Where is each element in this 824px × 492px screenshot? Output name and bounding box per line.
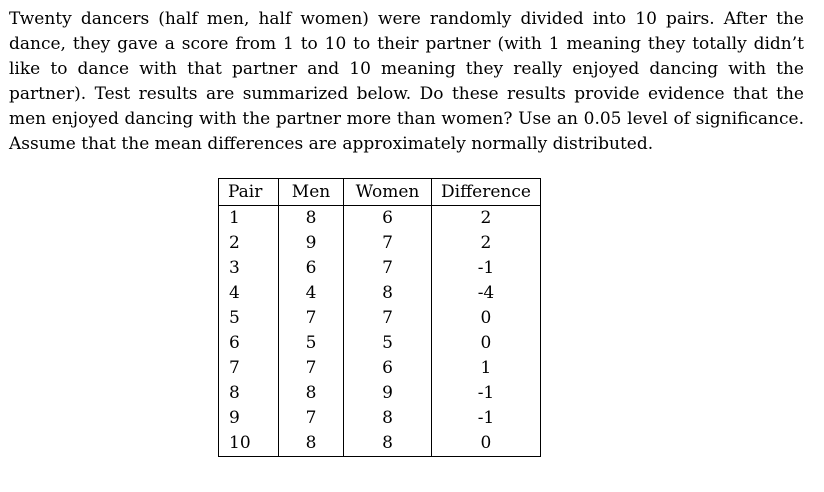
cell-difference: -4 xyxy=(432,281,541,306)
cell-men: 7 xyxy=(279,356,344,381)
cell-men: 6 xyxy=(279,256,344,281)
cell-women: 5 xyxy=(344,331,432,356)
problem-statement: Twenty dancers (half men, half women) were randomly divided into 10 pairs. After the dance, they gave a score from 1 to 10 to their partner (with 1 meaning they totally didn’t like to dance with that partner and 10 meaning they really enjoyed dancing with the partner). Test results are summarized below. Do these results provide evidence that the men enjoyed dancing with the partner more than women? Use an 0.05 level of significance. Assume that the mean differences are approximately normally distributed. xyxy=(9,9,804,154)
table-row xyxy=(219,381,541,406)
cell-men: 5 xyxy=(279,331,344,356)
cell-women: 8 xyxy=(344,281,432,306)
table-row xyxy=(219,231,541,256)
cell-pair: 4 xyxy=(219,281,279,306)
table-row xyxy=(219,406,541,431)
cell-difference: -1 xyxy=(432,256,541,281)
cell-difference: -1 xyxy=(432,381,541,406)
table-row xyxy=(219,206,541,232)
cell-women: 8 xyxy=(344,431,432,457)
cell-men: 7 xyxy=(279,306,344,331)
cell-women: 7 xyxy=(344,231,432,256)
cell-pair: 2 xyxy=(219,231,279,256)
header-women: Women xyxy=(344,179,432,206)
cell-women: 6 xyxy=(344,206,432,232)
cell-men: 7 xyxy=(279,406,344,431)
header-men: Men xyxy=(279,179,344,206)
table-row xyxy=(219,306,541,331)
table-row xyxy=(219,281,541,306)
table-row xyxy=(219,331,541,356)
table-header-row xyxy=(219,179,541,206)
cell-pair: 6 xyxy=(219,331,279,356)
cell-men: 4 xyxy=(279,281,344,306)
header-difference: Difference xyxy=(432,179,541,206)
cell-pair: 1 xyxy=(219,206,279,232)
cell-women: 8 xyxy=(344,406,432,431)
cell-men: 8 xyxy=(279,206,344,232)
cell-men: 8 xyxy=(279,381,344,406)
cell-difference: 2 xyxy=(432,231,541,256)
table-row xyxy=(219,256,541,281)
cell-women: 9 xyxy=(344,381,432,406)
cell-men: 8 xyxy=(279,431,344,457)
cell-difference: 0 xyxy=(432,306,541,331)
cell-pair: 3 xyxy=(219,256,279,281)
table-row xyxy=(219,356,541,381)
table-row xyxy=(219,431,541,457)
cell-pair: 10 xyxy=(219,431,279,457)
cell-difference: -1 xyxy=(432,406,541,431)
cell-difference: 2 xyxy=(432,206,541,232)
cell-men: 9 xyxy=(279,231,344,256)
cell-pair: 8 xyxy=(219,381,279,406)
cell-women: 6 xyxy=(344,356,432,381)
paired-data-table xyxy=(218,178,541,457)
cell-difference: 1 xyxy=(432,356,541,381)
cell-women: 7 xyxy=(344,256,432,281)
cell-women: 7 xyxy=(344,306,432,331)
cell-difference: 0 xyxy=(432,331,541,356)
header-pair: Pair xyxy=(219,179,279,206)
cell-pair: 9 xyxy=(219,406,279,431)
cell-difference: 0 xyxy=(432,431,541,457)
cell-pair: 7 xyxy=(219,356,279,381)
cell-pair: 5 xyxy=(219,306,279,331)
